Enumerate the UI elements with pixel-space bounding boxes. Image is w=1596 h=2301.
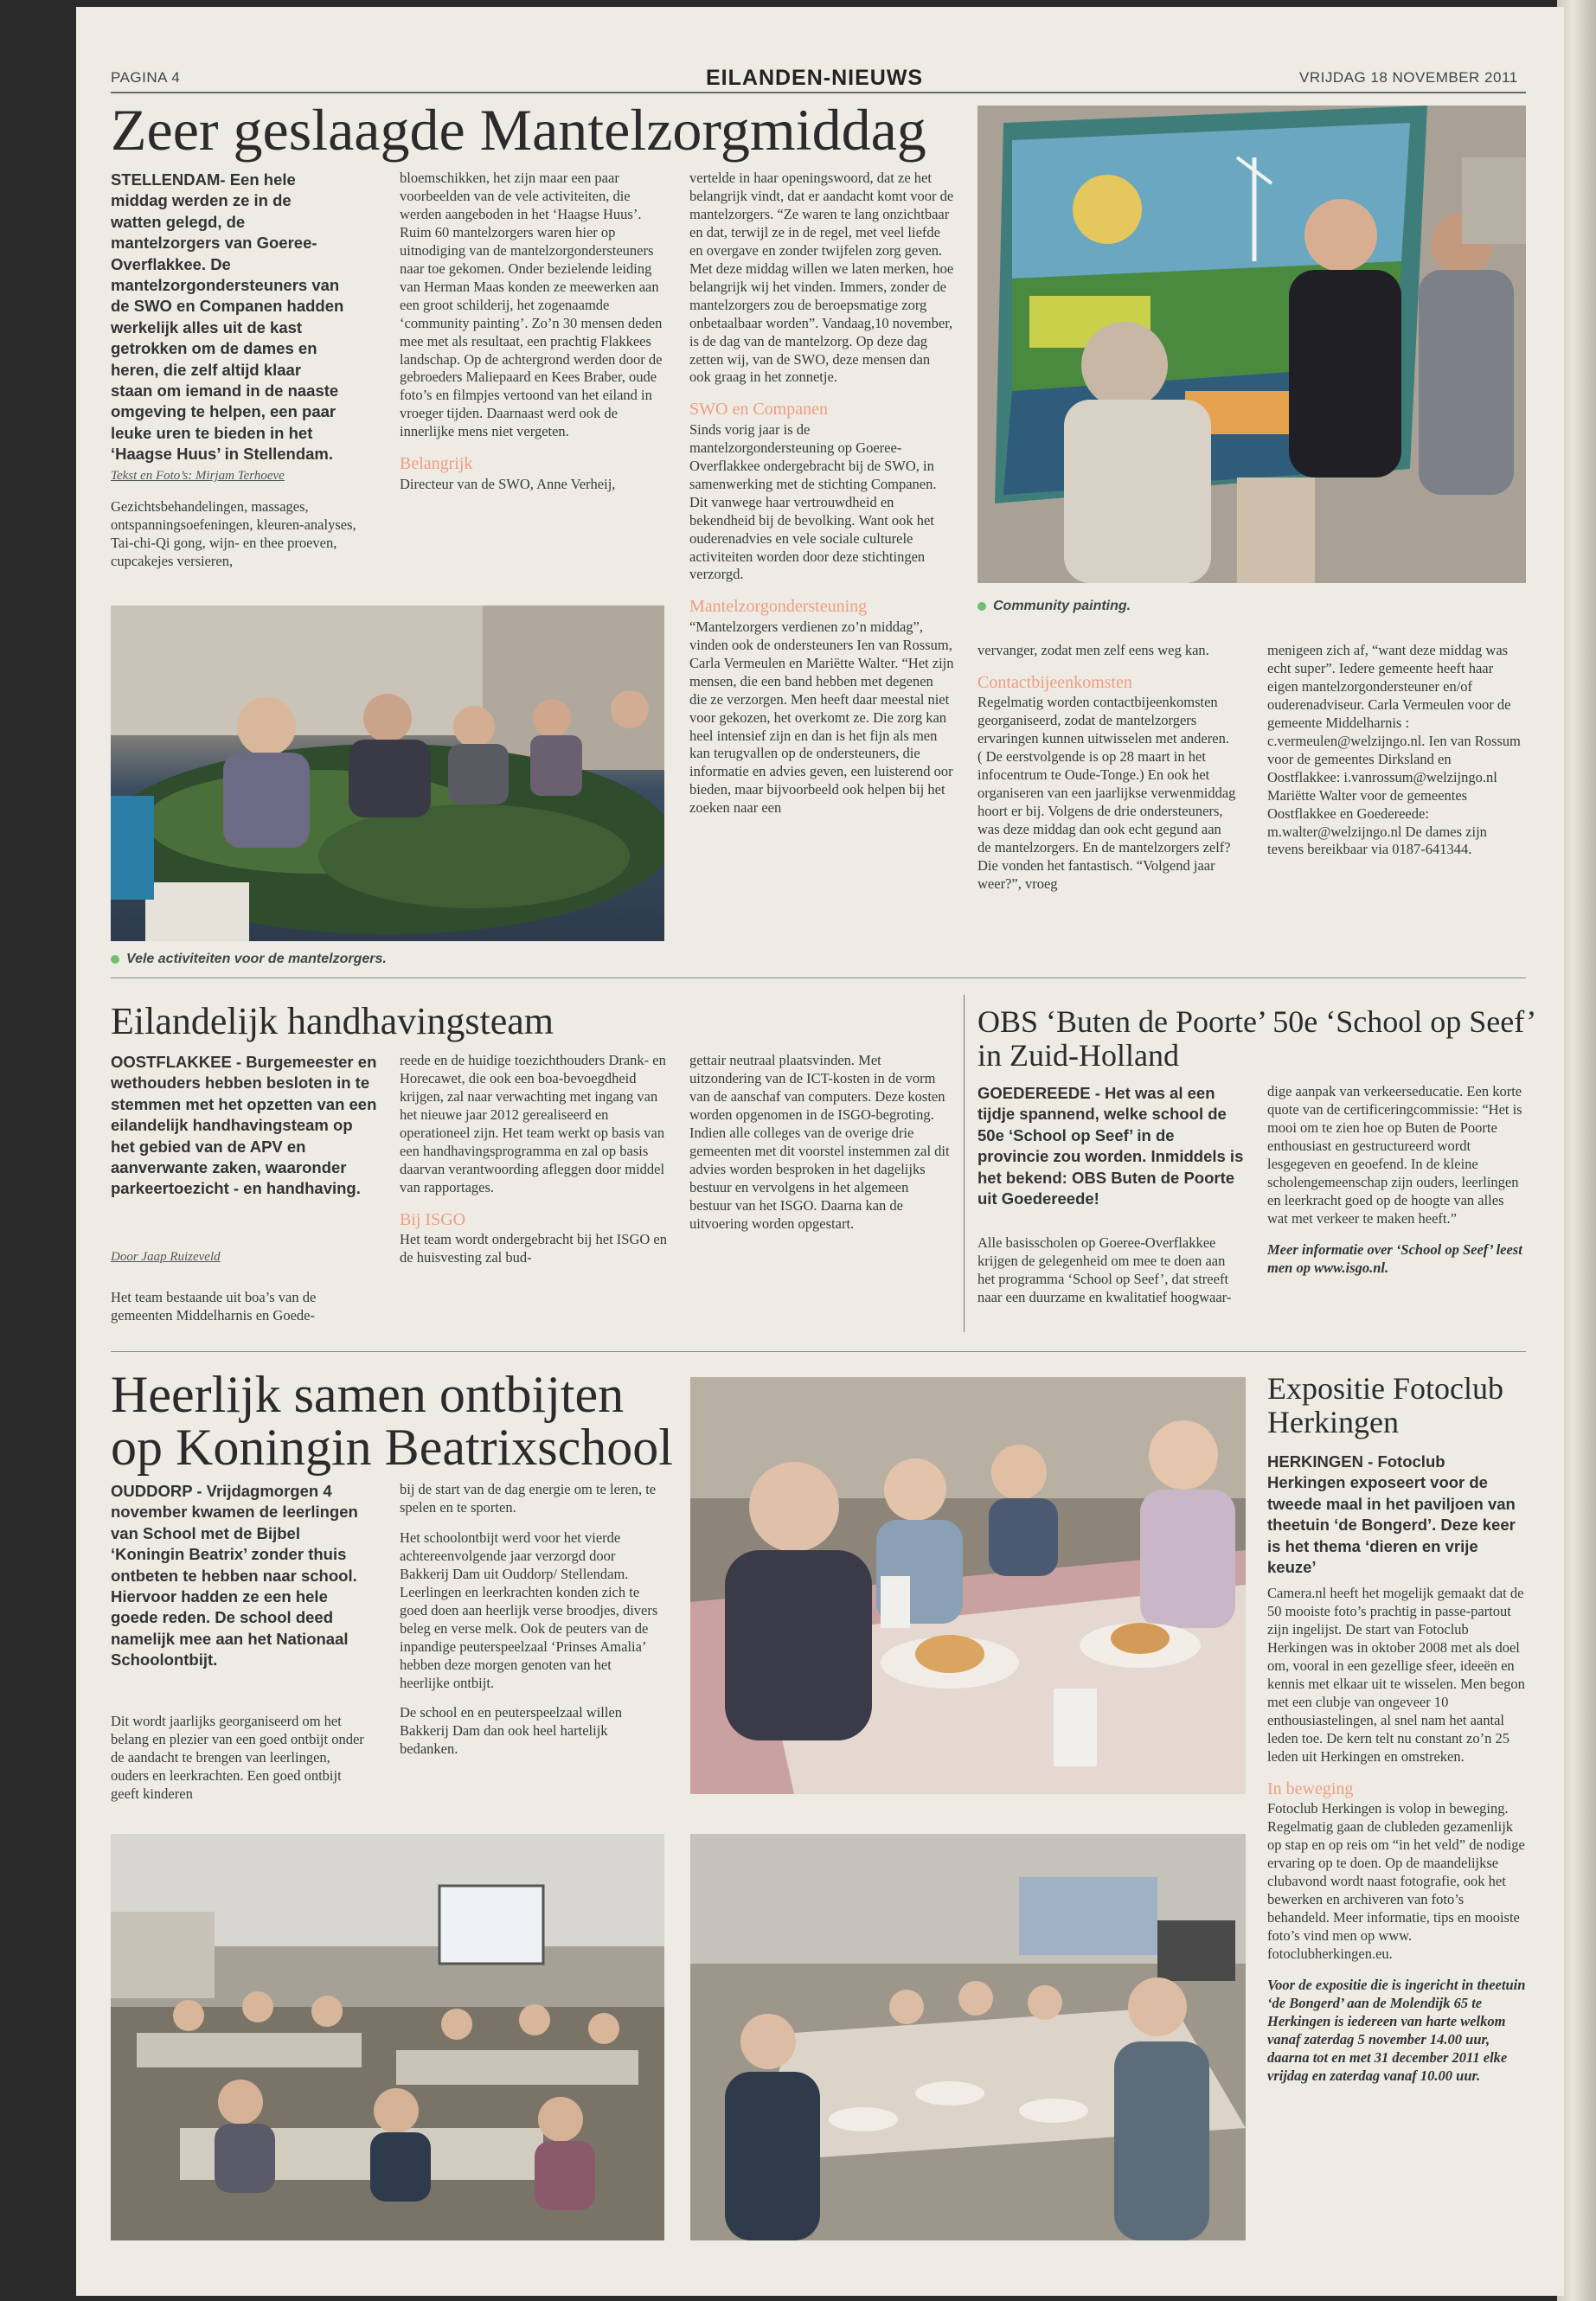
photo-activities xyxy=(111,606,664,941)
article-school-op-seef-col2-text: dige aanpak van verkeerseducatie. Een korte quote van de certificeringcommissie: “Het is mooi om te zien hoe op Buten de Poorte enthousiast en gestructureerd wordt lesgegeven en geoefend. In de kleine scholengemeenschap zijn ouders, leerlingen en leerkracht goed op de hoogte van alles wat met verkeer te maken heeft.” xyxy=(1267,1083,1522,1227)
photo-breakfast-illustration xyxy=(690,1377,1246,1794)
caption-activities-text: Vele activiteiten voor de mantelzorgers. xyxy=(126,952,387,966)
article-mantelzorg-title: Zeer geslaagde Mantelzorgmiddag xyxy=(111,97,926,163)
article-school-op-seef-col2 xyxy=(1267,1083,1527,1277)
article-handhaving-byline: Door Jaap Ruizeveld xyxy=(111,1250,221,1264)
photo-classroom xyxy=(111,1834,664,2240)
issue-date: VRIJDAG 18 NOVEMBER 2011 xyxy=(1299,69,1518,86)
photo-classroom-breakfast-illustration xyxy=(690,1834,1246,2240)
article-schoolontbijt-col2-text2: Het schoolontbijt werd voor het vierde achtereenvolgende jaar verzorgd door Bakkerij Dam uit Ouddorp/ Stellendam. Leerlingen en leerkrachten konden zich te goed doen aan heerlijk verse broodjes, divers beleg en verse melk. Ook de peuters van de inpandige peuterspeelzaal ‘Prinses Amalia’ hebben deze morgen genoten van het heerlijke ontbijt. xyxy=(400,1529,658,1691)
subhead-in-beweging: In beweging xyxy=(1267,1779,1354,1798)
photo-community-painting xyxy=(977,106,1526,583)
article-mantelzorg-col3-text3: “Mantelzorgers verdienen zo’n middag”, vinden ook de ondersteuners Ien van Rossum, Carla Vermeulen en Mariëtte Walter. “Het zijn mensen, die een band hebben met degenen die ze verzorgen. Men heeft daar meestal niet voor gekozen, het overkomt ze. Die zorg kan heel intensief zijn en dan is het fijn als men kan terugvallen op de ondersteuners, die informatie en advies geven, een luisterend oor bieden, maar bijvoorbeeld ook helpen bij het zoeken naar een xyxy=(689,618,954,817)
subhead-contactbijeenkomsten: Contactbijeenkomsten xyxy=(977,672,1132,692)
article-mantelzorg-col2 xyxy=(400,170,668,494)
section-rule xyxy=(111,977,1526,978)
article-handhaving-col1: Het team bestaande uit boa’s van de gemeenten Middelharnis en Goede- xyxy=(111,1289,317,1324)
photo-painting-illustration xyxy=(977,106,1526,583)
masthead: EILANDEN-NIEUWS xyxy=(706,66,924,90)
caption-bullet-icon xyxy=(977,602,986,611)
article-schoolontbijt-title: Heerlijk samen ontbijten op Koningin Beatrixschool xyxy=(111,1366,673,1477)
article-school-op-seef-title: OBS ‘Buten de Poorte’ 50e ‘School op Seef’ in Zuid-Holland xyxy=(977,1004,1535,1073)
article-fotoclub-title: Expositie Fotoclub Herkingen xyxy=(1267,1371,1503,1439)
section-rule-2 xyxy=(111,1351,1526,1352)
article-fotoclub-text: Camera.nl heeft het mogelijk gemaakt dat de 50 mooiste foto’s prachtig in passe-partout zijn ingelijst. De start van Fotoclub Herkingen was in oktober 2008 met als doel om, vooral in een gezellige sfeer, ideeën en kennis met elkaar uit te wisselen. Men begon met een clubje van ongeveer 10 enthousiastelingen, al snel nam het aantal leden toe. De kern telt nu constant zo’n 25 leden uit Herkingen en omstreken. xyxy=(1267,1585,1525,1765)
article-mantelzorg-lead: STELLENDAM- Een hele middag werden ze in de watten gelegd, de mantelzorgers van Goeree-Overflakkee. De mantelzorgondersteuners van de SWO en Companen hadden werkelijk alles uit de kast getrokken om de dames en heren, die zelf altijd klaar staan om iemand in de naaste omgeving te helpen, een paar leuke uren te bieden in het ‘Haagse Huus’ in Stellendam. xyxy=(111,170,344,464)
article-school-op-seef-col1: Alle basisscholen op Goeree-Overflakkee krijgen de gelegenheid om mee te doen aan het programma ‘School op Seef’, dat streeft naar een duurzame en kwalitatief hoogwaar- xyxy=(977,1234,1232,1305)
article-mantelzorg-col4-text: vervanger, zodat men zelf eens weg kan. xyxy=(977,642,1209,658)
article-mantelzorg-col4-text2: Regelmatig worden contactbijeenkomsten georganiseerd, zodat de mantelzorgers ervaringen kunnen uitwisselen met anderen. ( De eerstvolgende is op 28 maart in het infocentrum te Oude-Tonge.) En ook het organiseren van een jaarlijkse verwenmiddag hoort er bij. Volgens de drie ondersteuners, was deze middag dan ook echt gegund aan de mantelzorgers. En de mantelzorgers zelf? Die vonden het fantastisch. “Volgend jaar weer?”, vroeg xyxy=(977,694,1236,892)
photo-classroom-breakfast xyxy=(690,1834,1246,2240)
article-mantelzorg-col3 xyxy=(689,170,954,817)
article-schoolontbijt-col2 xyxy=(400,1481,659,1759)
caption-community-painting-text: Community painting. xyxy=(993,599,1131,613)
caption-activities xyxy=(111,952,387,967)
article-handhaving-col3: gettair neutraal plaatsvinden. Met uitzondering van de ICT-kosten in de vorm van de aanschaf van computers. Deze kosten worden opgenomen in de ISGO-begroting. Indien alle colleges van de overige drie gemeenten met dit voorstel instemmen zal dit advies worden besproken in het dagelijks bestuur en vervolgens in het algemeen bestuur van het ISGO. Daarna kan de uitvoering worden opgestart. xyxy=(689,1052,950,1232)
article-mantelzorg-col1: Gezichtsbehandelingen, massages, ontspanningsoefeningen, kleuren-analyses, Tai-chi-Qi gong, wijn- en thee proeven, cupcakejes versieren, xyxy=(111,498,356,569)
caption-community-painting xyxy=(977,599,1131,614)
subhead-bij-isgo: Bij ISGO xyxy=(400,1209,466,1229)
article-handhaving-col2-text2: Het team wordt ondergebracht bij het ISGO en de huisvesting zal bud- xyxy=(400,1231,667,1266)
caption-bullet-icon xyxy=(111,955,119,964)
subhead-belangrijk: Belangrijk xyxy=(400,454,473,474)
article-handhaving-title: Eilandelijk handhavingsteam xyxy=(111,1000,554,1042)
column-divider xyxy=(964,995,965,1332)
subhead-swo-companen: SWO en Companen xyxy=(689,400,828,420)
photo-activities-illustration xyxy=(111,606,664,941)
article-school-op-seef-lead: GOEDEREEDE - Het was al een tijdje spannend, welke school de 50e ‘School op Seef’ in de provincie zou worden. Inmiddels is het bekend: OBS Buten de Poorte uit Goedereede! xyxy=(977,1084,1244,1208)
article-mantelzorg-col5: menigeen zich af, “want deze middag was echt super”. Iedere gemeente heeft haar eigen mantelzorgondersteuner en/of ouderenadviseur. Carla Vermeulen voor de gemeente Middelharnis : c.vermeulen@welzijngo.nl. Ien van Rossum voor de gemeentes Dirksland en Oostflakkee: i.vanrossum@welzijngo.nl Mariëtte Walter voor de gemeentes Oostflakkee en Goedereede: m.walter@welzijngo.nl De dames zijn tevens bereikbaar via 0187-641344. xyxy=(1267,642,1521,858)
header-rule xyxy=(111,92,1526,93)
page-number: PAGINA 4 xyxy=(111,69,181,86)
photo-classroom-illustration xyxy=(111,1834,664,2240)
article-schoolontbijt-col2-text3: De school en en peuterspeelzaal willen Bakkerij Dam dan ook heel hartelijk bedanken. xyxy=(400,1704,623,1758)
subhead-mantelzorgondersteuning: Mantelzorgondersteuning xyxy=(689,597,868,617)
article-schoolontbijt-col1: Dit wordt jaarlijks georganiseerd om het belang en plezier van een goed ontbijt onder de aandacht te brengen van leerlingen, ouders en leerkrachten. Een goed ontbijt geeft kinderen xyxy=(111,1713,364,1802)
article-mantelzorg-col3-text: vertelde in haar openingswoord, dat ze het belangrijk vindt, dat er aandacht komt voor de mantelzorgers. “Ze waren te lang onzichtbaar en dat, terwijl ze in de regel, met veel liefde en overgave en zonder twijfelen zorg geven. Met deze middag willen we laten merken, hoe belangrijk wij het vinden. Immers, zonder de mantelzorgers zou de beroepsmatige zorg onbetaalbaar worden”. Vandaag,10 november, is de dag van de mantelzorg. Op deze dag zetten wij, van de SWO, deze mensen dan ook graag in het zonnetje. xyxy=(689,170,954,386)
photo-breakfast-table xyxy=(690,1377,1246,1794)
article-schoolontbijt-col2-text: bij de start van de dag energie om te leren, te spelen en te sporten. xyxy=(400,1481,657,1516)
article-mantelzorg-col2-text2: Directeur van de SWO, Anne Verheij, xyxy=(400,475,616,492)
article-school-op-seef-note: Meer informatie over ‘School op Seef’ leest men op www.isgo.nl. xyxy=(1267,1240,1522,1276)
article-fotoclub-body xyxy=(1267,1585,1527,2085)
article-mantelzorg-col3-text2: Sinds vorig jaar is de mantelzorgondersteuning op Goeree-Overflakkee ondergebracht bij de SWO, in samenwerking met de stichting Companen. Dit vanwege haar vertrouwdheid en bekendheid bij de bevolking. Want ook het ouderenadvies en vele sociale culturele activiteiten worden door deze stichtingen verzorgd. xyxy=(689,420,937,583)
article-fotoclub-note: Voor de expositie die is ingericht in theetuin ‘de Bongerd’ aan de Molendijk 65 te Herkingen is iedereen van harte welkom vanaf zaterdag 5 november 14.00 uur, daarna tot en met 31 december 2011 elke vrijdag en zaterdag vanaf 10.00 uur. xyxy=(1267,1976,1526,2085)
article-handhaving-col2 xyxy=(400,1052,668,1267)
article-schoolontbijt-lead: OUDDORP - Vrijdagmorgen 4 november kwamen de leerlingen van School met de Bijbel ‘Koningin Beatrix’ zonder thuis ontbeten te hebben naar school. Hiervoor hadden ze een hele goede reden. De school deed namelijk mee aan het Nationaal Schoolontbijt. xyxy=(111,1482,358,1670)
article-handhaving-lead: OOSTFLAKKEE - Burgemeester en wethouders hebben besloten in te stemmen met het opzetten van een eilandelijk handhavingsteam op het gebied van de APV en aanverwante zaken, waaronder parkeertoezicht - en handhaving. xyxy=(111,1053,377,1198)
article-fotoclub-lead: HERKINGEN - Fotoclub Herkingen exposeert voor de tweede maal in het paviljoen van theetuin ‘de Bongerd’. Deze keer is het thema ‘dieren en vrije keuze’ xyxy=(1267,1452,1516,1577)
article-mantelzorg-col4 xyxy=(977,642,1237,894)
article-mantelzorg-byline: Tekst en Foto’s: Mirjam Terhoeve xyxy=(111,469,285,483)
article-fotoclub-text2: Fotoclub Herkingen is volop in beweging. Regelmatig gaan de clubleden gezamenlijk op stap en op reis om “in het veld” de nodige ervaring op te doen. Op de maandelijkse clubavond wordt naast fotografie, ook het bewerken en archiveren van foto’s behandeld. Meer informatie, tips en mooiste foto’s vind men op www. fotoclubherkingen.eu. xyxy=(1267,1799,1525,1962)
article-mantelzorg-col2-text: bloemschikken, het zijn maar een paar voorbeelden van de vele activiteiten, die werden aangeboden in het ‘Haagse Huus’. Ruim 60 mantelzorgers waren hier op uitnodiging van de mantelzorgondersteuners naar toe gekomen. Onder bezielende leiding van Herman Maas konden ze meewerken aan een groot schilderij, het zogenaamde ‘community painting’. Zo’n 30 mensen deden mee met als resultaat, een prachtig Flakkees landschap. Op de achtergrond werden door de gebroeders Maliepaard en Kees Braber, oude foto’s en filmpjes vertoond van het eiland in vroeger tijden. Daarnaast werd ook de innerlijke mens niet vergeten. xyxy=(400,170,663,440)
article-handhaving-col2-text: reede en de huidige toezichthouders Drank- en Horecawet, die ook een boa-bevoegdheid krijgen, zal naar verwachting met ingang van het nieuwe jaar 2012 gerealiseerd en operationeel zijn. Het team werkt op basis van een handhavingsprogramma en zal op basis daarvan verantwoording afleggen door middel van rapportages. xyxy=(400,1052,666,1195)
